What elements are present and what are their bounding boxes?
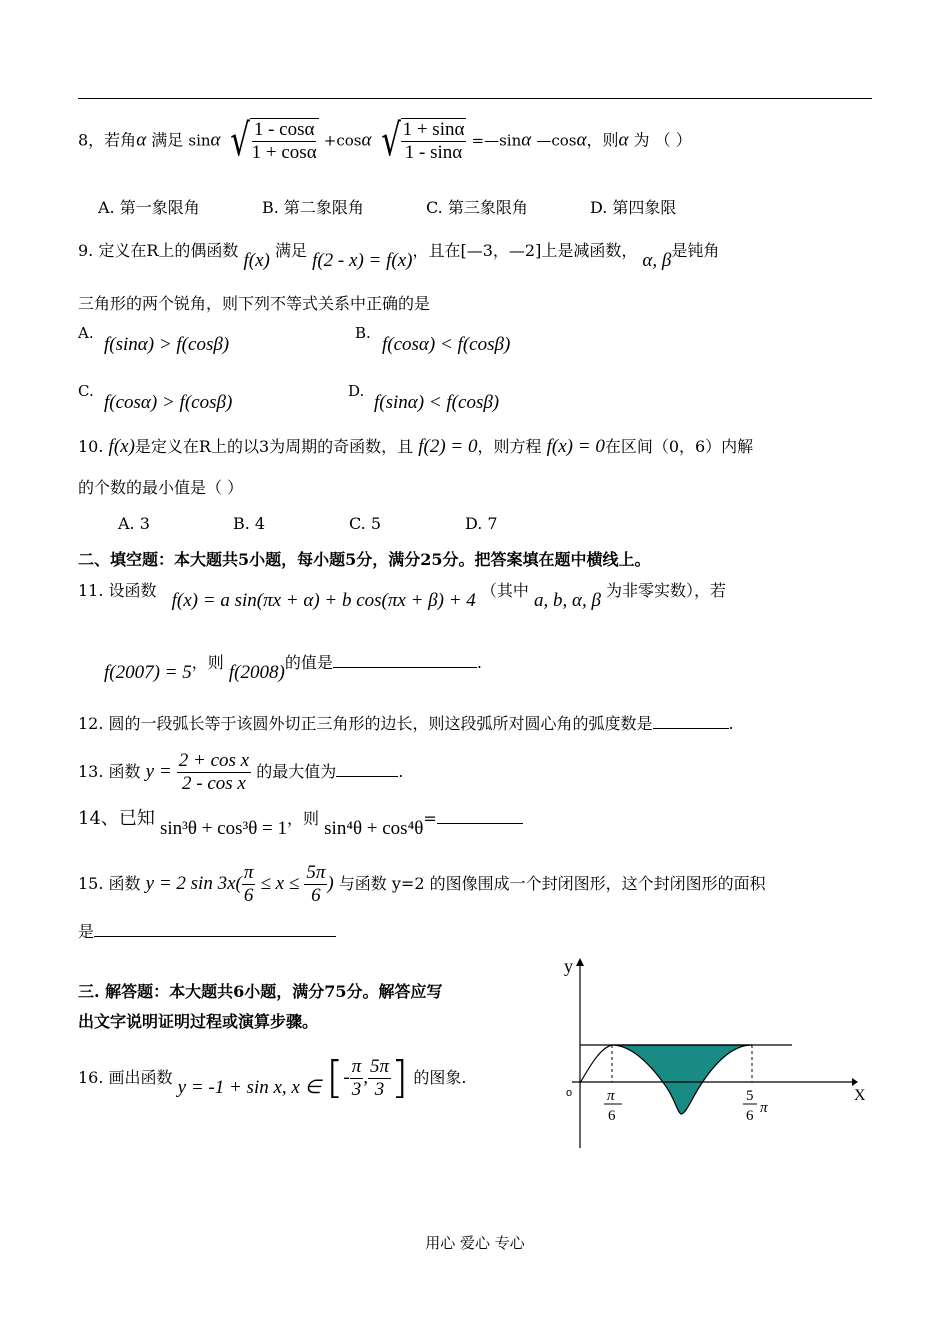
question-13: 13. 函数 y = $\frac{\text{2 + cos x}}{\text{2 - cos x}}$ 的最大值为 . <box>78 750 404 794</box>
footer: 用心 爱心 专心 <box>425 1234 525 1252</box>
y-axis-label: y <box>564 956 573 976</box>
q9-option-b: f(cosα) < f(cosβ) <box>382 334 511 355</box>
q13-answer-blank[interactable] <box>336 776 398 777</box>
x-axis-arrow <box>852 1078 858 1086</box>
question-11: 11. 设函数 f(x) = a sin(πx + α) + b cos(πx + β) + 4 （其中 a, b, α, β 为非零实数），若 <box>78 581 727 611</box>
q15-answer-blank[interactable] <box>94 936 336 937</box>
q10-option-b: B. 4 <box>233 514 266 533</box>
x-axis-label: X <box>854 1087 866 1104</box>
question-14: 14、已知 sin³θ + cos³θ = 1，则 sin⁴θ + cos⁴θ= <box>78 808 523 831</box>
question-12: 12. 圆的一段弧长等于该圆外切正三角形的边长，则这段弧所对圆心角的弧度数是 . <box>78 714 734 733</box>
q8-radical-1: √ $\frac{1 - \cos\alpha}{1 + \cos\alpha}$ <box>229 114 317 166</box>
tick-5pi-6-pi: π <box>760 1100 768 1116</box>
q10-option-a: A. 3 <box>118 514 150 533</box>
q16-fraction-1: $\frac{\pi}{3}$ <box>351 1056 362 1100</box>
q9-option-d: f(sinα) < f(cosβ) <box>374 392 500 413</box>
q9-line-2: 三角形的两个锐角，则下列不等式关系中正确的是 <box>78 294 431 313</box>
top-rule <box>78 98 872 99</box>
q8-option-a: A. 第一象限角 <box>98 198 200 217</box>
sine-area-graph <box>552 948 872 1158</box>
q9-label-d: D. <box>348 382 365 400</box>
section-3-heading-line-2: 出文字说明证明过程或演算步骤。 <box>78 1012 319 1031</box>
q8-option-c: C. 第三象限角 <box>426 198 528 217</box>
q10-option-d: D. 7 <box>465 514 498 533</box>
y-axis-arrow <box>576 958 584 966</box>
origin-label: o <box>566 1087 573 1099</box>
q8-radical-2: √ $\frac{1 + \sin\alpha}{1 - \sin\alpha}$ <box>380 114 465 166</box>
question-10: 10. f(x)是定义在R上的以3为周期的奇函数，且 f(2) = 0，则方程 f(x) = 0在区间（0，6）内解 <box>78 436 754 457</box>
q8-number: 8，若角 <box>78 130 137 150</box>
q8-option-b: B. 第二象限角 <box>262 198 364 217</box>
sine-curve <box>580 1045 612 1083</box>
tick-5pi-6-num: 5 <box>746 1088 754 1104</box>
tick-pi-6-num: π <box>607 1088 615 1104</box>
question-9: 9. 定义在R上的偶函数 f(x) 满足 f(2 - x) = f(x)，且在[—3，—2]上是减函数， α, β是钝角 <box>78 241 720 271</box>
q15-fraction-2: $\frac{5\pi}{6}$ <box>306 862 326 906</box>
q15-fraction-1: $\frac{\pi}{6}$ <box>243 862 254 906</box>
question-16: 16. 画出函数 y = -1 + sin x, x ∈ [- $\frac{\pi}{3}$ , $\frac{5\pi}{3}$ ] 的图象. <box>78 1052 467 1103</box>
q13-fraction: $\frac{\text{2 + cos x}}{\text{2 - cos x}}$ <box>178 750 250 794</box>
q9-label-a: A. <box>78 324 94 342</box>
q8-option-d: D. 第四象限 <box>590 198 677 217</box>
q9-option-a: f(sinα) > f(cosβ) <box>104 334 230 355</box>
q14-answer-blank[interactable] <box>437 823 523 824</box>
section-3-heading-line-1: 三. 解答题：本大题共6小题，满分75分。解答应写 <box>78 982 443 1001</box>
question-8: 8，若角α 满足 sinα √ $\frac{1 - \cos\alpha}{1 + \cos\alpha}$ +cosα √ $\frac{1 + \sin\alpha}{1 - \sin\alpha}$ =—sinα —cosα，则α 为 （ ） <box>78 114 692 166</box>
question-15: 15. 函数 y = 2 sin 3x( $\frac{\pi}{6}$ ≤ x ≤ $\frac{5\pi}{6}$ ) 与函数 y=2 的图像围成一个封闭图形，这个封闭图形的面积 <box>78 862 766 906</box>
q9-option-c: f(cosα) > f(cosβ) <box>104 392 233 413</box>
q15-line-2: 是 <box>78 922 336 941</box>
q11-answer-blank[interactable] <box>333 667 477 668</box>
shaded-region <box>612 1045 752 1114</box>
q9-label-b: B. <box>355 324 371 342</box>
q11-line-2: f(2007) = 5，则 f(2008)的值是 . <box>104 653 482 683</box>
q10-option-c: C. 5 <box>349 514 382 533</box>
q12-answer-blank[interactable] <box>653 728 729 729</box>
tick-pi-6-den: 6 <box>608 1108 616 1124</box>
q16-fraction-2: $\frac{5\pi}{3}$ <box>370 1056 390 1100</box>
q9-label-c: C. <box>78 382 94 400</box>
section-2-heading: 二、填空题：本大题共5小题，每小题5分，满分25分。把答案填在题中横线上。 <box>78 550 651 569</box>
tick-5pi-6-den: 6 <box>746 1108 754 1124</box>
q10-line-2: 的个数的最小值是（ ） <box>78 478 244 497</box>
